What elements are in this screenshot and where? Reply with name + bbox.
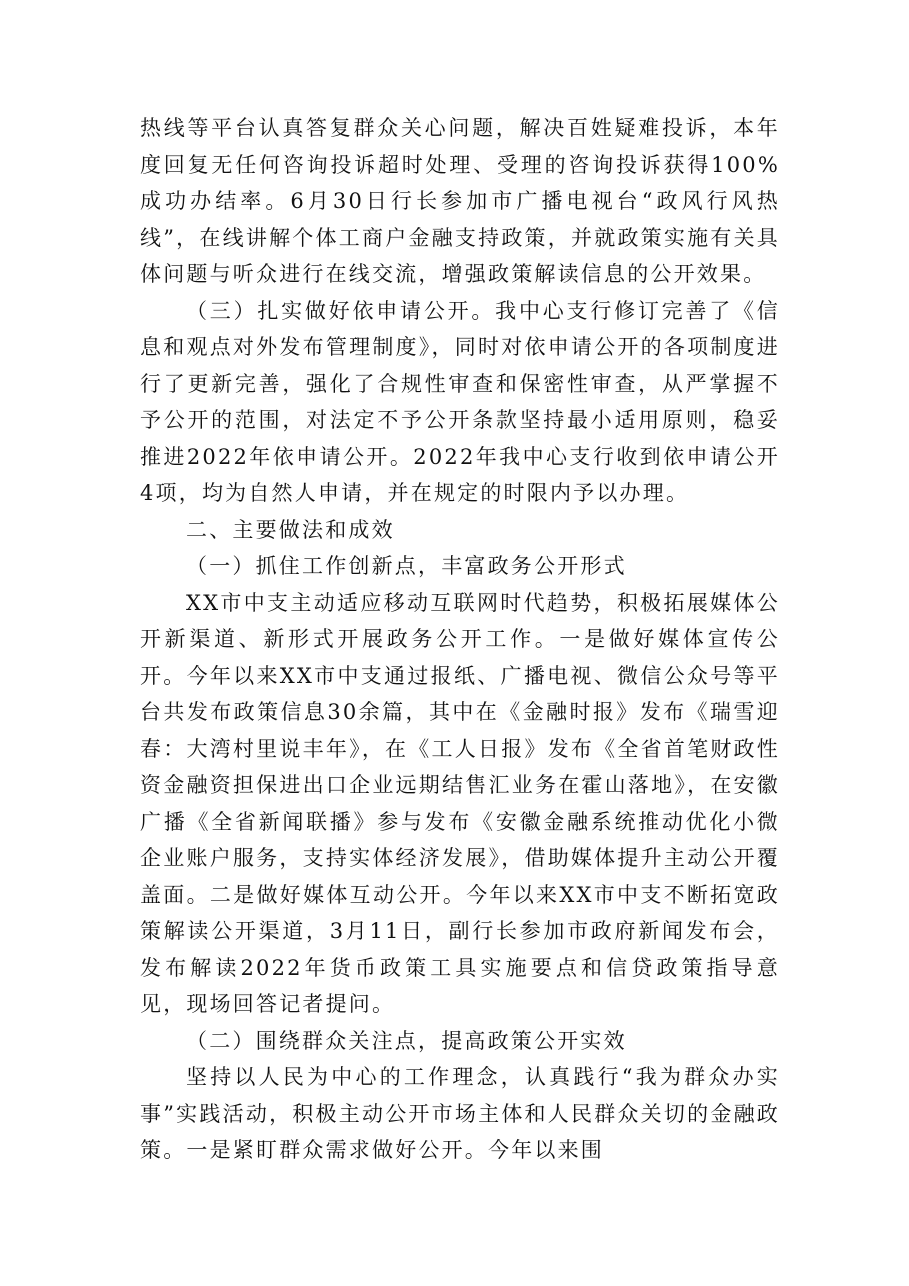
- paragraph-hotline-response: 热线等平台认真答复群众关心问题，解决百姓疑难投诉，本年度回复无任何咨询投诉超时处理、受理的咨询投诉获得100%成功办结率。6月30日行长参加市广播电视台“政风行风热线”，在线讲解个体工商户金融支持政策，并就政策实施有关具体问题与听众进行在线交流，增强政策解读信息的公开效果。: [140, 116, 780, 286]
- paragraph-media-disclosure: XX市中支主动适应移动互联网时代趋势，积极拓展媒体公开新渠道、新形式开展政务公开工作。一是做好媒体宣传公开。今年以来XX市中支通过报纸、广播电视、微信公众号等平台共发布政策信息30余篇，其中在《金融时报》发布《瑞雪迎春：大湾村里说丰年》，在《工人日报》发布《全省首笔财政性资金融资担保进出口企业远期结售汇业务在霍山落地》，在安徽广播《全省新闻联播》参与发布《安徽金融系统推动优化小微企业账户服务，支持实体经济发展》，借助媒体提升主动公开覆盖面。二是做好媒体互动公开。今年以来XX市中支不断拓宽政策解读公开渠道，3月11日，副行长参加市政府新闻发布会，发布解读2022年货币政策工具实施要点和信贷政策指导意见，现场回答记者提问。: [140, 590, 780, 1016]
- paragraph-application-disclosure: （三）扎实做好依申请公开。我中心支行修订完善了《信息和观点对外发布管理制度》，同时对依申请公开的各项制度进行了更新完善，强化了合规性审查和保密性审查，从严掌握不予公开的范围，对法定不予公开条款坚持最小适用原则，稳妥推进2022年依申请公开。2022年我中心支行收到依申请公开4项，均为自然人申请，并在规定的时限内予以办理。: [140, 298, 780, 505]
- subheading-innovation: （一）抓住工作创新点，丰富政务公开形式: [186, 554, 627, 578]
- subheading-public-concern: （二）围绕群众关注点，提高政策公开实效: [186, 1028, 627, 1053]
- paragraph-people-centered: 坚持以人民为中心的工作理念，认真践行“我为群众办实事”实践活动，积极主动公开市场主体和人民群众关切的金融政策。一是紧盯群众需求做好公开。今年以来围: [140, 1065, 780, 1162]
- section-heading-main-practices: 二、主要做法和成效: [186, 517, 395, 542]
- document-page: [140, 110, 780, 1169]
